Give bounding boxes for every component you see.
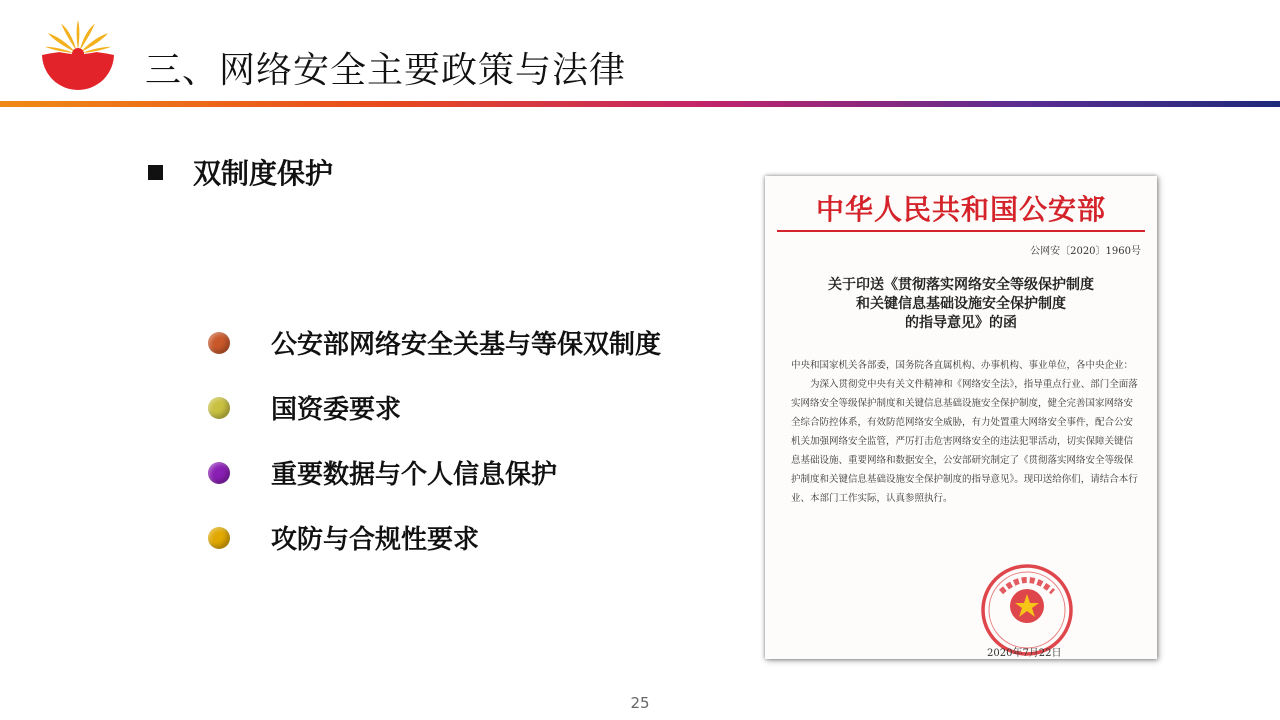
- document-header: 中华人民共和国公安部: [815, 193, 1106, 226]
- bullet-dot-icon: [208, 397, 230, 419]
- bullet-dot-icon: [208, 462, 230, 484]
- document-image: [765, 176, 1157, 659]
- bullet-dot-icon: [208, 332, 230, 354]
- list-item: [208, 440, 661, 505]
- document-number: 公网安〔2020〕1960号: [1030, 246, 1141, 257]
- section-heading: [148, 152, 333, 192]
- document-body: [791, 356, 1141, 508]
- title-divider: [0, 101, 1280, 107]
- document-paragraph: 为深入贯彻党中央有关文件精神和《网络安全法》，指导重点行业、部门全面落实网络安全等级保护制度和关键信息基础设施安全保护制度，健全完善国家网络安全综合防控体系，有效防范网络安全威胁，有力处置重大网络安全事件，配合公安机关加强网络安全监管，严厉打击危害网络安全的违法犯罪活动，切实保障关键信息基础设施、重要网络和数据安全，公安部研究制定了《贯彻落实网络安全等级保护制度和关键信息基础设施安全保护制度的指导意见》。现印送给你们，请结合本行业、本部门工作实际，认真参照执行。: [791, 379, 1138, 504]
- document-title-line: 和关键信息基础设施安全保护制度: [856, 296, 1066, 312]
- bullet-label: 重要数据与个人信息保护: [271, 460, 558, 490]
- document-date: 2020年7月22日: [987, 648, 1062, 659]
- bullet-list: [208, 310, 661, 570]
- bullet-dot-icon: [208, 527, 230, 549]
- section-heading-text: 双制度保护: [193, 157, 334, 190]
- black-square-icon: [148, 165, 163, 180]
- page-number: 25: [630, 694, 650, 712]
- document-title-line: 关于印送《贯彻落实网络安全等级保护制度: [828, 277, 1094, 293]
- document-salutation: 中央和国家机关各部委，国务院各直属机构、办事机构、事业单位，各中央企业：: [791, 360, 1134, 371]
- petrochina-logo-icon: [38, 16, 118, 90]
- list-item: [208, 375, 661, 440]
- list-item: [208, 505, 661, 570]
- bullet-label: 攻防与合规性要求: [271, 525, 480, 555]
- list-item: [208, 310, 661, 375]
- document-title-line: 的指导意见》的函: [905, 315, 1017, 331]
- document-title: [765, 276, 1157, 333]
- document-header-rule: [777, 230, 1145, 232]
- slide-title: 三、网络安全主要政策与法律: [145, 50, 627, 91]
- bullet-label: 公安部网络安全关基与等保双制度: [271, 330, 662, 360]
- bullet-label: 国资委要求: [271, 395, 402, 425]
